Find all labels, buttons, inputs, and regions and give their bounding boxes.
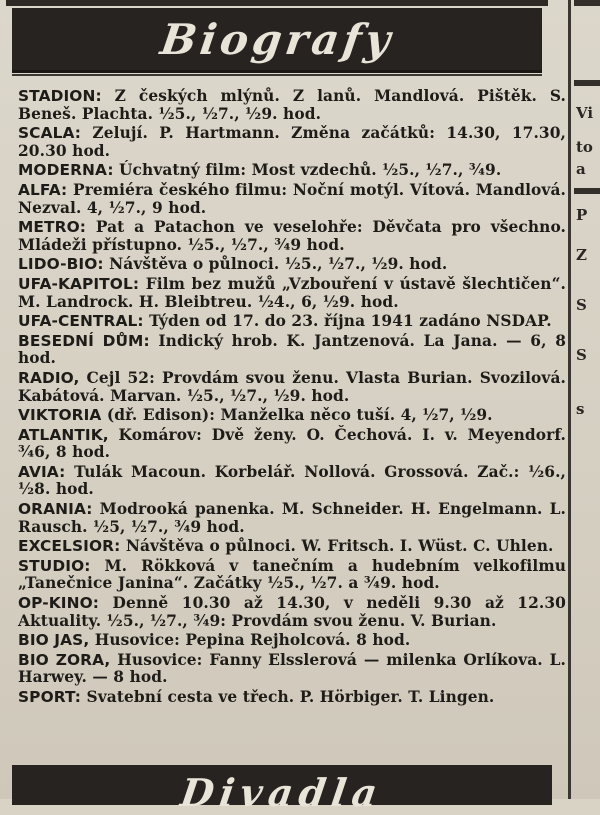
cinema-name: UFA-CENTRAL: bbox=[18, 312, 144, 331]
cinema-name: BIO JAS, bbox=[18, 631, 90, 650]
listing-entry bbox=[18, 313, 566, 331]
adjacent-fragment: Vi bbox=[576, 104, 594, 122]
adjacent-fragment: a bbox=[576, 160, 586, 178]
cinema-program: Z českých mlýnů. Z lanů. Mandlová. Pištěk. S. Beneš. Plachta. ½5., ½7., ½9. hod. bbox=[18, 87, 566, 123]
top-rule bbox=[6, 0, 548, 6]
listing-entry bbox=[18, 558, 566, 593]
cinema-program: Denně 10.30 až 14.30, v neděli 9.30 až 12.30 Aktuality. ½5., ½7., ¾9: Provdám svou ženu. V. Burian. bbox=[18, 594, 566, 630]
listing-entry bbox=[18, 219, 566, 254]
cinema-name: ORANIA: bbox=[18, 500, 93, 519]
column-divider bbox=[568, 0, 571, 799]
banner-rule bbox=[12, 74, 542, 76]
cinema-name: MODERNA: bbox=[18, 161, 114, 180]
adjacent-rule bbox=[574, 0, 600, 6]
cinema-program: Úchvatný film: Most vzdechů. ½5., ½7., ¾9. bbox=[113, 161, 502, 180]
listing-entry bbox=[18, 652, 566, 687]
cinema-name: BIO ZORA, bbox=[18, 650, 111, 669]
listing-entry bbox=[18, 689, 566, 707]
cinema-name: AVIA: bbox=[18, 462, 66, 481]
cinema-program: Premiéra českého filmu: Noční motýl. Vítová. Mandlová. Nezval. 4, ½7., 9 hod. bbox=[18, 180, 566, 217]
listing-entry bbox=[18, 464, 566, 499]
listing-entry bbox=[18, 407, 566, 425]
section-banner bbox=[12, 8, 542, 73]
cinema-name: ALFA: bbox=[18, 180, 68, 199]
cinema-program: Zelují. P. Hartmann. Změna začátků: 14.30, 17.30, 20.30 hod. bbox=[18, 124, 566, 160]
cinema-name: VIKTORIA bbox=[18, 406, 102, 425]
listing-entry bbox=[18, 88, 566, 123]
cinema-name: SPORT: bbox=[18, 688, 82, 706]
cinema-name: ATLANTIK, bbox=[18, 425, 109, 444]
cinema-name: METRO: bbox=[18, 218, 87, 237]
cinema-program: M. Rökková v tanečním a hudebním velkofilmu „Tanečnice Janina“. Začátky ½5., ½7. a ¾9. hod. bbox=[18, 556, 566, 593]
section-title: Biografy bbox=[157, 14, 397, 64]
cinema-program: Svatební cesta ve třech. P. Hörbiger. T. Lingen. bbox=[81, 688, 495, 706]
listing-entry bbox=[18, 276, 566, 311]
cinema-program: Návštěva o půlnoci. W. Fritsch. I. Wüst. C. Uhlen. bbox=[120, 537, 554, 556]
listing-entry bbox=[18, 162, 566, 180]
cinema-program: Návštěva o půlnoci. ½5., ½7., ½9. hod. bbox=[103, 255, 448, 274]
next-section-banner bbox=[12, 765, 552, 815]
cinema-program: Pat a Patachon ve veselohře: Děvčata pro všechno. Mládeži přístupno. ½5., ½7., ¾9 hod. bbox=[18, 218, 566, 254]
next-section-title: Divadla bbox=[177, 769, 387, 815]
cinema-listing bbox=[18, 88, 566, 707]
cinema-name: STADION: bbox=[18, 87, 102, 105]
adjacent-rule bbox=[574, 188, 600, 194]
cinema-program: Husovice: Pepina Rejholcová. 8 hod. bbox=[89, 631, 411, 650]
adjacent-column bbox=[574, 0, 600, 799]
listing-entry bbox=[18, 333, 566, 368]
adjacent-fragment: Z bbox=[576, 246, 587, 264]
adjacent-fragment: S bbox=[576, 346, 587, 364]
listing-entry bbox=[18, 256, 566, 274]
cinema-program: Týden od 17. do 23. října 1941 zadáno NSDAP. bbox=[143, 312, 552, 331]
cinema-name: EXCELSIOR: bbox=[18, 537, 121, 556]
cinema-name: OP-KINO: bbox=[18, 594, 100, 613]
adjacent-fragment: to bbox=[576, 138, 593, 156]
adjacent-rule bbox=[574, 80, 600, 86]
cinema-program: Komárov: Dvě ženy. O. Čechová. I. v. Meyendorf. ¾6, 8 hod. bbox=[18, 425, 566, 462]
listing-entry bbox=[18, 632, 566, 650]
cinema-name: UFA-KAPITOL: bbox=[18, 274, 140, 293]
cinema-program: Film bez mužů „Vzbouření v ústavě šlechtičen“. M. Landrock. H. Bleibtreu. ½4., 6, ½9. hod. bbox=[18, 274, 566, 311]
cinema-program: Husovice: Fanny Elsslerová — milenka Orlíkova. L. Harwey. — 8 hod. bbox=[18, 650, 567, 687]
listing-entry bbox=[18, 125, 566, 160]
cinema-name: BESEDNÍ DŮM: bbox=[18, 331, 150, 350]
cinema-name: SCALA: bbox=[18, 124, 82, 143]
adjacent-fragment: S bbox=[576, 296, 587, 314]
listing-entry bbox=[18, 595, 566, 630]
cinema-program: Tulák Macoun. Korbelář. Nollová. Grossová. Zač.: ½6., ½8. hod. bbox=[18, 462, 566, 499]
adjacent-fragment: s bbox=[576, 400, 585, 418]
cinema-name: LIDO-BIO: bbox=[18, 255, 104, 274]
cinema-program: Cejl 52: Provdám svou ženu. Vlasta Burian. Svozilová. Kabátová. Marvan. ½5., ½7., ½9. hod. bbox=[18, 368, 566, 405]
listing-entry bbox=[18, 182, 566, 217]
listing-entry bbox=[18, 370, 566, 405]
listing-entry bbox=[18, 538, 566, 556]
listing-entry bbox=[18, 427, 566, 462]
cinema-program: Indický hrob. K. Jantzenová. La Jana. — 6, 8 hod. bbox=[18, 331, 567, 368]
cinema-name: STUDIO: bbox=[18, 556, 91, 575]
listing-entry bbox=[18, 501, 566, 536]
cinema-program: Modrooká panenka. M. Schneider. H. Engelmann. L. Rausch. ½5, ½7., ¾9 hod. bbox=[18, 500, 566, 536]
adjacent-fragment: P bbox=[576, 206, 588, 224]
cinema-name: RADIO, bbox=[18, 368, 80, 387]
cinema-program: (dř. Edison): Manželka něco tuší. 4, ½7, ½9. bbox=[101, 406, 493, 425]
